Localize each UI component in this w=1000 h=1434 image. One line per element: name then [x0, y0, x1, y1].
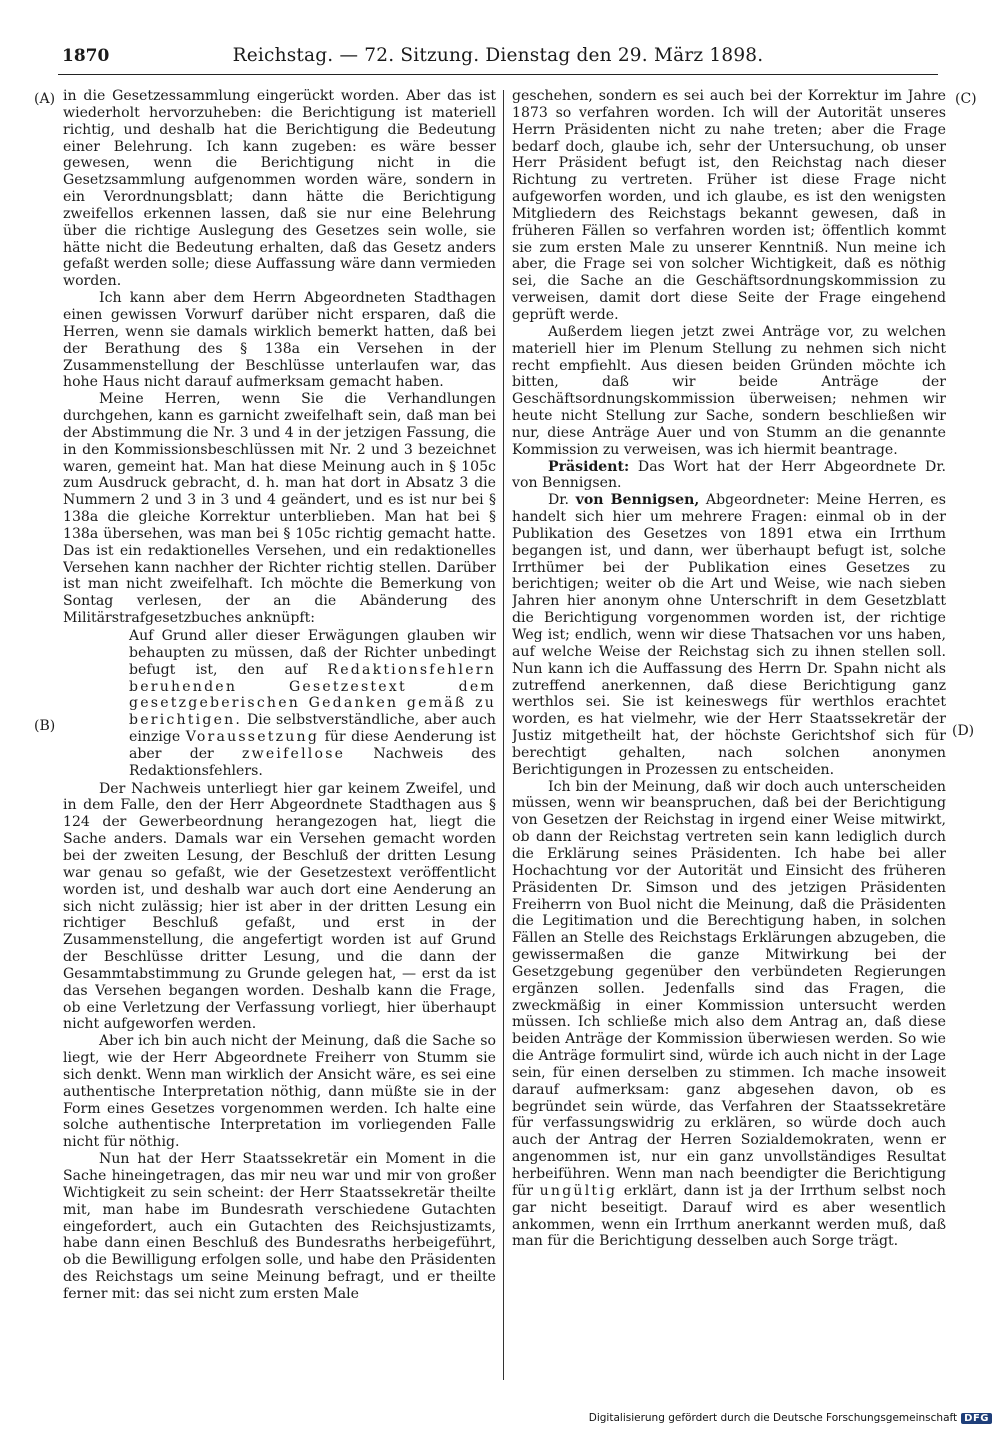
page-number: 1870 [62, 46, 110, 66]
speaker-paragraph [512, 492, 946, 778]
spaced-text: ungültig [539, 1182, 618, 1199]
right-column [512, 88, 946, 1380]
margin-marker-d: (D) [952, 723, 975, 739]
running-head: Reichstag. — 72. Sitzung. Dienstag den 29. März 1898. [232, 45, 764, 66]
speaker-paragraph [512, 459, 946, 493]
quote-text: Nachweis des Redaktionsfehlers. [129, 745, 496, 779]
margin-marker-b: (B) [34, 718, 56, 734]
speaker-title: Dr. [548, 492, 576, 509]
paragraph [512, 779, 946, 1251]
margin-marker-a: (A) [34, 91, 56, 107]
quote-text: Die selbstverständliche, aber auch einzige [129, 712, 496, 746]
left-column [63, 88, 496, 1380]
page-header [58, 40, 938, 75]
paragraph: Meine Herren, wenn Sie die Verhandlungen durchgehen, kann es garnicht zweifelhaft sein, daß man bei der Abstimmung die Nr. 3 und 4 in der jetzigen Fassung, die in den Kommissionsbeschlüssen mit Nr. 2 und 3 bezeichnet waren, gemeint hat. Man hat diese Meinung auch in § 105c zum Ausdruck gebracht, d. h. man hat dort in Absatz 3 die Nummern 2 und 3 in 3 und 4 geändert, und es ist nur bei § 138a die gleiche Korrektur unterblieben. Man hat bei § 138a übersehen, was man bei § 105c richtig gemacht hatte. Das ist ein redaktionelles Versehen, und ein redaktionelles Versehen kann nachher der Richter richtig stellen. Darüber ist man nicht zweifelhaft. Ich möchte die Bemerkung von Sontag verlesen, der an die Abänderung des Militärstrafgesetzbuches anknüpft: [63, 391, 496, 627]
speaker-label: Präsident: [548, 458, 630, 475]
speech-text: Abgeordneter: Meine Herren, es handelt sich hier um mehrere Fragen: einmal ob in der Publikation des Gesetzes von 1891 etwa ein Irrthum begangen ist, und dann, wer überhaupt befugt ist, solche Irrthümer bei der Publikation eines Gesetzes zu berichtigen; weiter ob die Art und Weise, wie nach sieben Jahren hier anonym ohne Unterschrift in dem Gesetzblatt die Berichtigung vorgenommen worden ist, der richtige Weg ist; endlich, wenn wir diese Thatsachen vor uns haben, auf welche Weise der Reichstag sich zu ihnen stellen soll. Nun kann ich die Auffassung des Herrn Dr. Spahn nicht als zutreffend anerkennen, daß diese Berichtigung ganz werthlos sei. Sie ist keineswegs für werthlos erachtet worden, es hat vielmehr, wie der Herr Staatssekretär der Justiz mitgetheilt hat, der höchste Gerichtshof sich für berechtigt gehalten, nach solchen anonymen Berichtigungen in Prozessen zu entscheiden. [512, 492, 946, 778]
quote-text: für diese Aenderung ist aber der [129, 729, 496, 762]
quote-spaced-text: zweifellose [242, 745, 346, 762]
dfg-logo: DFG [961, 1413, 992, 1424]
block-quote [63, 628, 496, 780]
quote-spaced-text: Voraussetzung [185, 729, 320, 746]
quote-spaced-text: Redaktionsfehlern beruhenden Gesetzestext dem gesetzgeberischen Gedanken gemäß zu berichtigen. [129, 661, 496, 729]
paragraph: in die Gesetzessammlung eingerückt worden. Aber das ist wiederholt hervorzuheben: die Berichtigung ist materiell richtig, und deshalb hat die Berichtigung die Bedeutung einer Belehrung. Ich kann zugeben: es wäre besser gewesen, wenn die Berichtigung nicht in die Gesetzsammlung aufgenommen worden wäre, sondern in ein Verordnungsblatt; dann hätte die Berichtigung zweifellos erkennen lassen, daß sie nur eine Belehrung über die richtige Auslegung des Gesetzes sein wolle, sie hätte nicht die Bedeutung erhalten, daß das Gesetz anders gefaßt werden solle; diese Auffassung wäre dann vermieden worden. [63, 88, 496, 290]
paragraph: Nun hat der Herr Staatssekretär ein Moment in die Sache hineingetragen, das mir neu war und mir von großer Wichtigkeit zu sein scheint: der Herr Staatssekretär theilte mit, man habe im Bundesrath verschiedene Gutachten eingefordert, auch ein Gutachten des Reichsjustizamts, habe dann einen Beschluß des Bundesraths herbeigeführt, ob die Bewilligung erfolgen solle, und habe den Präsidenten des Reichstags um seine Meinung befragt, und er theilte ferner mit: das sei nicht zum ersten Male [63, 1151, 496, 1302]
paragraph: Außerdem liegen jetzt zwei Anträge vor, zu welchen materiell hier im Plenum Stellung zu nehmen sich nicht recht empfiehlt. Aus diesen beiden Gründen möchte ich bitten, daß wir beide Anträge der Geschäftsordnungskommission überweisen; nehmen wir heute nicht Stellung zur Sache, sondern beschließen wir nur, diese Anträge Auer und von Stumm an die genannte Kommission zu verweisen, was ich hiermit beantrage. [512, 323, 946, 458]
quote-text: Auf Grund aller dieser Erwägungen glauben wir behaupten zu müssen, daß der Richter unbedingt befugt ist, den auf [129, 628, 496, 678]
speech-text: Das Wort hat der Herr Abgeordnete Dr. von Bennigsen. [512, 458, 946, 492]
speaker-name: von Bennigsen, [575, 492, 700, 509]
credit-text: Digitalisierung gefördert durch die Deutsche Forschungsgemeinschaft [588, 1412, 958, 1424]
paragraph: Der Nachweis unterliegt hier gar keinem Zweifel, und in dem Falle, den der Herr Abgeordnete Stadthagen aus § 124 der Gewerbeordnung herangezogen hat, liegt die Sache anders. Damals war ein Versehen gemacht worden bei der zweiten Lesung, der Beschluß der dritten Lesung war genau so gefaßt, wie der Gesetzestext veröffentlicht worden ist, und deshalb war auch dort eine Aenderung an sich nicht zulässig; hier ist aber in der dritten Lesung ein richtiger Beschluß gefaßt, und erst in der Zusammenstellung, die angefertigt worden ist auf Grund der Beschlüsse dritter Lesung, und die dann der Gesammtabstimmung zu Grunde gelegen hat, — erst da ist das Versehen begangen worden. Deshalb kann die Frage, ob eine Verletzung der Verfassung vorliegt, hier überhaupt nicht aufgeworfen werden. [63, 780, 496, 1033]
paragraph: geschehen, sondern es sei auch bei der Korrektur im Jahre 1873 so verfahren worden. Ich will der Autorität unseres Herrn Präsidenten nicht zu nahe treten; aber die Frage bedarf doch, glaube ich, sehr der Untersuchung, ob unser Herr Präsident befugt ist, den Reichstag nach dieser Richtung zu vertreten. Früher ist diese Frage nicht aufgeworfen worden, und ich glaube, es ist den wenigsten Mitgliedern des Reichstags bekannt gewesen, daß in früheren Fällen so verfahren worden ist; öffentlich kommt sie zum ersten Male zu unserer Kenntniß. Nun meine ich aber, die Frage sei von solcher Wichtigkeit, daß es nöthig sei, die Sache an die Geschäftsordnungskommission zu verweisen, damit dort diese Seite der Frage eingehend geprüft werde. [512, 88, 946, 323]
column-divider [503, 90, 504, 1380]
speech-text: Ich bin der Meinung, daß wir doch auch unterscheiden müssen, wenn wir beanspruchen, daß bei der Berichtigung von Gesetzen der Reichstag in irgend einer Weise mitwirkt, ob dann der Reichstag vertreten sein kann lediglich durch die Erklärung seines Präsidenten. Ich habe bei aller Hochachtung vor der Autorität und Einsicht des früheren Präsidenten Dr. Simson und des jetzigen Präsidenten Freiherrn von Buol nicht die Meinung, daß die Präsidenten die Legitimation und die Berechtigung haben, in solchen Fällen an Stelle des Reichstags Erklärungen abzugeben, die gewissermaßen die ganze Mitwirkung bei der Gesetzgebung gegenüber den verbündeten Regierungen ergänzen sollen. Jedenfalls sind das Fragen, die zweckmäßig in einer Kommission untersucht werden müssen. Ich schließe mich also dem Antrag an, daß diese beiden Anträge der Kommission überwiesen werden. So wie die Anträge formulirt sind, würde ich auch nicht in der Lage sein, für einen derselben zu stimmen. Ich mache insoweit darauf aufmerksam: ganz abgesehen davon, ob es begründet sein würde, das Verfahren der Staatssekretäre für verfassungswidrig zu erklären, so würde doch auch auch der Antrag der Herren Sozialdemokraten, wenn er angenommen ist, nur ein ganz unvollständiges Resultat herbeiführen. Wenn man nach beendigter die Berichtigung für [512, 778, 946, 1199]
margin-marker-c: (C) [955, 91, 977, 107]
digitization-credit [589, 1412, 992, 1424]
speech-text: erklärt, dann ist ja der Irrthum selbst noch gar nicht beseitigt. Darauf wird es aber wesentlich ankommen, wenn ein Irrthum anerkannt werden muß, daß man für die Berichtigung desselben auch Sorge trägt. [512, 1182, 946, 1250]
paragraph: Aber ich bin auch nicht der Meinung, daß die Sache so liegt, wie der Herr Abgeordnete Freiherr von Stumm sie sich denkt. Wenn man wirklich der Ansicht wäre, es sei eine authentische Interpretation nöthig, dann müßte sie in der Form eines Gesetzes vorgenommen werden. Ich halte eine solche authentische Interpretation im vorliegenden Falle nicht für nöthig. [63, 1033, 496, 1151]
paragraph: Ich kann aber dem Herrn Abgeordneten Stadthagen einen gewissen Vorwurf darüber nicht ersparen, daß die Herren, wenn sie damals wirklich bemerkt hatten, daß bei der Berathung des § 138a ein Versehen in der Zusammenstellung der Beschlüsse unterlaufen war, das hohe Haus nicht darauf aufmerksam gemacht haben. [63, 290, 496, 391]
